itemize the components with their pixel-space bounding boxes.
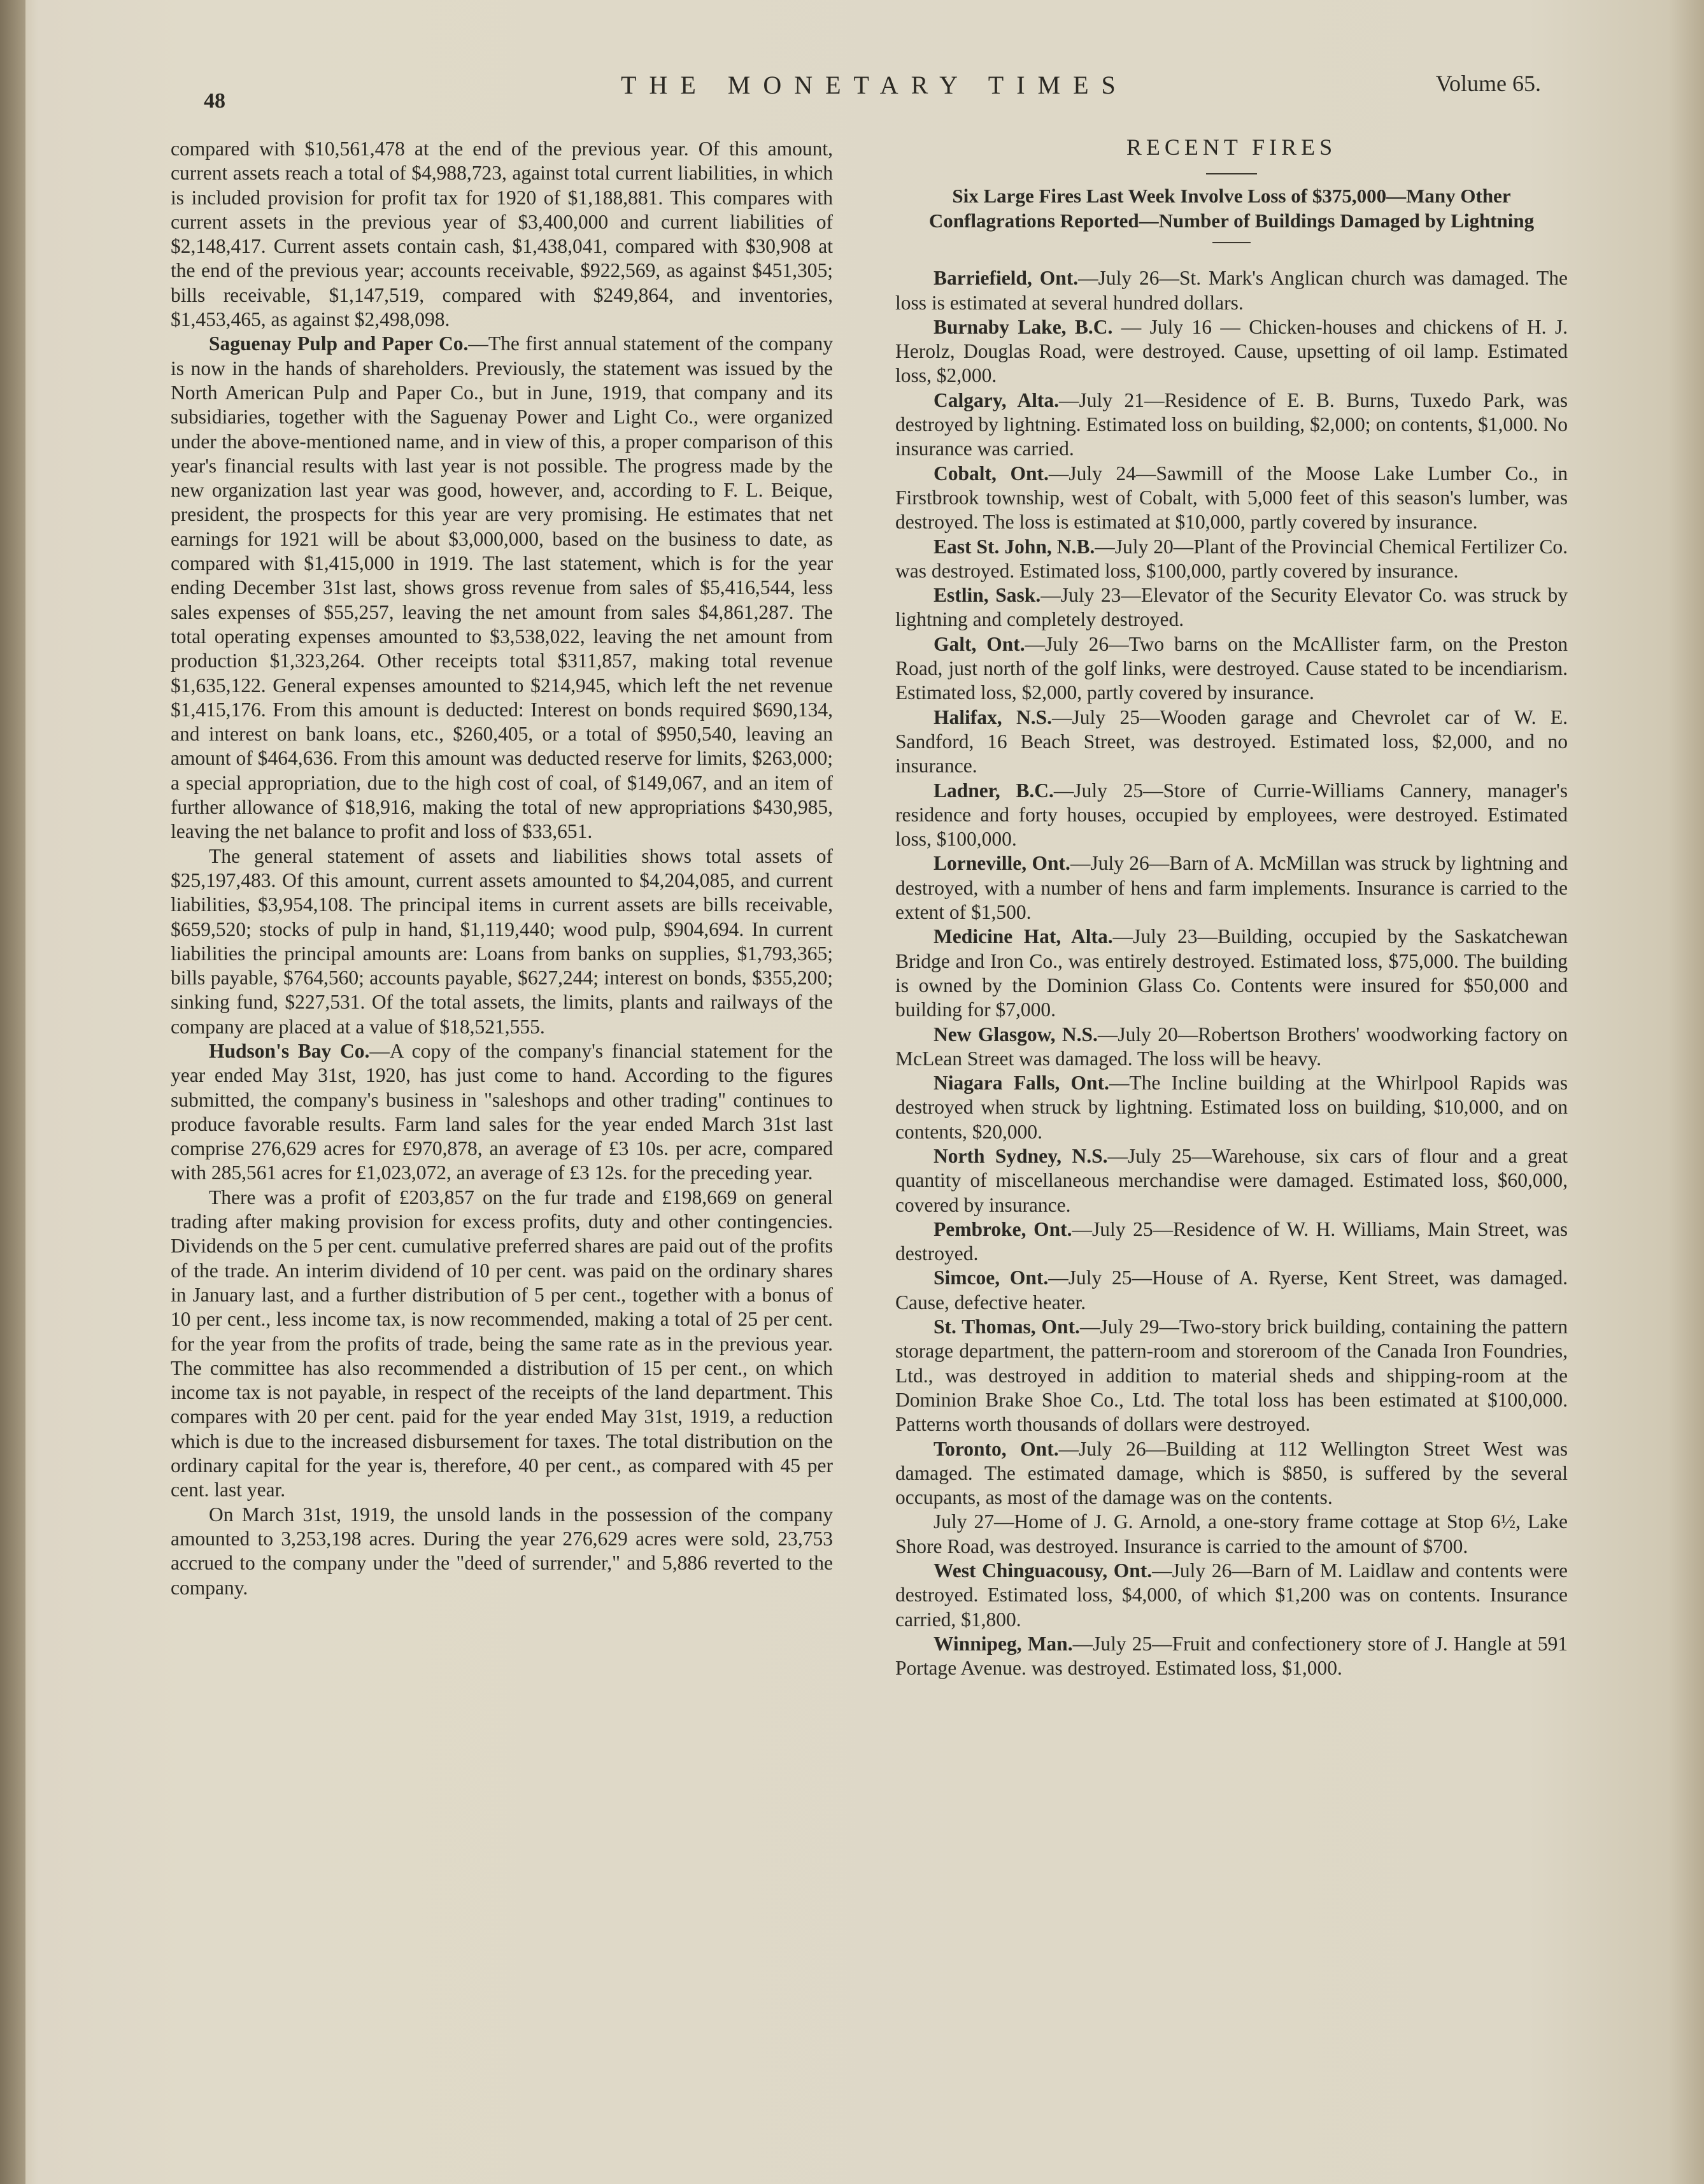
fire-entry — [895, 779, 1568, 852]
fire-entry — [895, 1144, 1568, 1217]
fire-location: New Glasgow, N.S. — [934, 1023, 1098, 1046]
fire-location: Galt, Ont. — [934, 632, 1025, 655]
fire-description: —July 23—Building, occupied by the Saskatchewan Bridge and Iron Co., was entirely destroyed. Estimated loss, $75,000. The building is owned by the Dominion Glass Co. Contents were insured for $50,000 and building for $7,000. — [895, 925, 1568, 1021]
fire-location: St. Thomas, Ont. — [934, 1315, 1080, 1338]
fire-entry — [895, 583, 1568, 632]
paragraph: The general statement of assets and liabilities shows total assets of $25,197,483. Of this amount, current assets amounted to $4,204,085, and current liabilities, $3,954,108. The principal items in current assets are bills receivable, $659,520; stocks of pulp in hand, $1,119,440; wood pulp, $904,694. In current liabilities the principal amounts are: Loans from banks on supplies, $1,793,365; bills payable, $764,560; accounts payable, $627,244; interest on bonds, $355,200; sinking fund, $227,531. Of the total assets, the limits, plants and railways of the company are placed at a value of $18,521,555. — [171, 844, 833, 1038]
fire-description: —July 24—Sawmill of the Moose Lake Lumber Co., in Firstbrook township, west of Cobalt, with 5,000 feet of this season's lumber, was destroyed. The loss is estimated at $10,000, partly covered by insurance. — [895, 462, 1568, 534]
fire-entry — [895, 706, 1568, 779]
paragraph: Hudson's Bay Co.—A copy of the company's financial statement for the year ended May 31st, 1920, has just come to hand. According to the figures submitted, the company's business in "saleshops and other trading" continues to produce favorable results. Farm land sales for the year ended March 31st last comprise 276,629 acres for £970,878, an average of £3 10s. per acre, compared with 285,561 acres for £1,023,072, an average of £3 12s. for the preceding year. — [171, 1039, 833, 1184]
fire-description: —July 26—Barn of M. Laidlaw and contents were destroyed. Estimated loss, $4,000, of which $1,200 was on contents. Insurance carried, $1,800. — [895, 1559, 1568, 1631]
fire-location: Barriefield, Ont. — [934, 267, 1079, 290]
fire-location: East St. John, N.B. — [934, 535, 1095, 558]
paragraph: There was a profit of £203,857 on the fur trade and £198,669 on general trading after making provision for excess profits, duty and other contingencies. Dividends on the 5 per cent. cumulative preferred shares are paid out of the profits of the trade. An interim dividend of 10 per cent. was paid on the ordinary shares in January last, and a further distribution of 5 per cent., together with a bonus of 10 per cent., less income tax, is now recommended, making a total of 25 per cent. for the year from the profits of trade, being the same rate as in the previous year. The committee has also recommended a distribution of 15 per cent., on which income tax is not payable, in respect of the receipts of the land department. This compares with 20 per cent. paid for the year ended May 31st, 1919, a reduction which is due to the increased disbursement for taxes. The total distribution on the ordinary capital for the year is, therefore, 40 per cent., as compared with 45 per cent. last year. — [171, 1186, 834, 1501]
fire-location: Cobalt, Ont. — [934, 462, 1049, 485]
fire-entry — [895, 1217, 1568, 1266]
fire-entry — [895, 1071, 1568, 1144]
fire-description: —July 23—Elevator of the Security Elevator Co. was struck by lightning and completely destroyed. — [895, 584, 1568, 631]
left-column — [171, 137, 833, 1600]
fire-description: —July 26—Building at 112 Wellington Street West was damaged. The estimated damage, which is $850, is suffered by the several occupants, as most of the damage was on the contents. — [895, 1437, 1568, 1509]
fire-location: North Sydney, N.S. — [934, 1144, 1108, 1167]
fire-description: —July 29—Two-story brick building, containing the pattern storage department, the pattern-room and storeroom of the Canada Iron Foundries, Ltd., was destroyed in addition to material sheds and shipping-room at the Dominion Brake Shoe Co., Ltd. The total loss has been estimated at $100,000. Patterns worth thousands of dollars were destroyed. — [895, 1315, 1568, 1436]
fire-description: —July 25—Warehouse, six cars of flour and a great quantity of miscellaneous merchandise were damaged. Estimated loss, $60,000, covered by insurance. — [895, 1144, 1568, 1216]
fires-list — [895, 266, 1568, 1680]
fire-location: Ladner, B.C. — [934, 779, 1054, 802]
fire-entry — [895, 1266, 1568, 1315]
fire-location: Toronto, Ont. — [934, 1437, 1059, 1460]
fire-description: —July 25—Residence of W. H. Williams, Main Street, was destroyed. — [895, 1217, 1568, 1265]
fire-entry — [895, 266, 1568, 315]
fire-description: —July 21—Residence of E. B. Burns, Tuxedo Park, was destroyed by lightning. Estimated loss on building, $2,000; on contents, $1,000. No insurance was carried. — [895, 388, 1568, 460]
fire-entry — [895, 1315, 1568, 1436]
fire-description: —July 26—Two barns on the McAllister farm, on the Preston Road, just north of the golf links, were destroyed. Cause stated to be incendiarism. Estimated loss, $2,000, partly covered by insurance. — [895, 632, 1568, 704]
fire-location: Halifax, N.S. — [934, 706, 1053, 728]
fire-description: —July 20—Plant of the Provincial Chemical Fertilizer Co. was destroyed. Estimated loss, $100,000, partly covered by insurance. — [895, 535, 1568, 582]
fire-entry — [895, 1023, 1568, 1072]
fire-entry — [895, 1437, 1568, 1510]
fire-entry — [895, 462, 1568, 535]
right-column — [895, 135, 1568, 1681]
divider — [1206, 173, 1257, 174]
fire-location: Winnipeg, Man. — [934, 1632, 1073, 1655]
page-number: 48 — [204, 89, 225, 113]
fire-entry — [895, 1632, 1568, 1681]
paragraph: compared with $10,561,478 at the end of the previous year. Of this amount, current assets reach a total of $4,988,723, against total current liabilities, in which is included provision for profit tax for 1920 of $1,188,881. This compares with current assets in the previous year of $3,400,000 and current liabilities of $2,148,417. Current assets contain cash, $1,438,041, compared with $30,908 at the end of the previous year; accounts receivable, $922,569, as against $451,305; bills receivable, $1,147,519, compared with $249,864, and inventories, $1,453,465, as against $2,498,098. — [171, 138, 833, 331]
paragraph: On March 31st, 1919, the unsold lands in the possession of the company amounted to 3,253,198 acres. During the year 276,629 acres were sold, 23,753 accrued to the company under the "deed of surrender," and 5,886 reverted to the company. — [171, 1503, 833, 1599]
fire-description: —July 25—Store of Currie-Williams Cannery, manager's residence and forty houses, occupied by employees, were destroyed. Estimated loss, $100,000. — [895, 779, 1568, 851]
fire-entry — [895, 632, 1568, 706]
fire-location: Estlin, Sask. — [934, 584, 1041, 607]
paragraph: Saguenay Pulp and Paper Co.—The first annual statement of the company is now in the hands of shareholders. Previously, the statement was issued by the North American Pulp and Paper Co., but in June, 1919, that company and its subsidiaries, together with the Saguenay Power and Light Co., were organized under the above-mentioned name, and in view of this, a proper comparison of this year's financial results with last year is not possible. The progress made by the new organization last year was good, however, and, according to F. L. Beique, president, the prospects for this year are very promising. He estimates that net earnings for 1921 will be about $3,000,000, based on the business to date, as compared with $1,415,000 in 1919. The last statement, which is for the year ending December 31st last, shows gross revenue from sales of $5,416,544, less sales expenses of $55,257, leaving the net amount from sales $4,861,287. The total operating expenses amounted to $3,538,022, leaving the net amount from production $1,323,264. Other receipts total $311,857, making total revenue $1,635,122. General expenses amounted to $214,945, which left the net revenue $1,415,176. From this amount is deducted: Interest on bonds required $690,134, and interest on bank loans, etc., $260,405, or a total of $950,540, leaving an amount of $464,636. From this amount was deducted reserve for limits, $263,000; a special appropriation, due to the high cost of coal, of $149,067, and an item of further allowance of $18,916, making the total of new appropriations $430,985, leaving the net balance to profit and loss of $33,651. — [171, 332, 834, 843]
fire-location: Calgary, Alta. — [934, 388, 1059, 411]
fire-description: — July 16 — Chicken-houses and chickens of H. J. Herolz, Douglas Road, were destroyed. Cause, upsetting of oil lamp. Estimated loss, $2,000. — [895, 315, 1568, 387]
fire-location: Medicine Hat, Alta. — [934, 925, 1113, 948]
divider — [1212, 242, 1251, 243]
fire-location: Burnaby Lake, B.C. — [934, 315, 1113, 338]
section-title: RECENT FIRES — [1126, 134, 1337, 160]
fire-description: —July 26—Barn of A. McMillan was struck by lightning and destroyed, with a number of hens and farm implements. Insurance is carried to the extent of $1,500. — [895, 852, 1568, 924]
fire-location: Simcoe, Ont. — [934, 1266, 1049, 1289]
fire-entry — [895, 388, 1568, 462]
fire-entry — [895, 535, 1568, 584]
journal-title: THE MONETARY TIMES — [621, 71, 1128, 99]
fire-location: West Chinguacousy, Ont. — [934, 1559, 1153, 1582]
fire-description: July 27—Home of J. G. Arnold, a one-story frame cottage at Stop 6½, Lake Shore Road, was destroyed. Insurance is carried to the amount of $700. — [895, 1510, 1568, 1557]
fire-location: Lorneville, Ont. — [934, 852, 1070, 875]
fire-entry — [895, 315, 1568, 388]
fire-entry — [895, 1510, 1568, 1559]
fire-entry — [895, 851, 1568, 925]
fire-description: —July 26—St. Mark's Anglican church was damaged. The loss is estimated at several hundred dollars. — [895, 267, 1568, 314]
company-name: Saguenay Pulp and Paper Co. — [209, 332, 469, 355]
fire-entry — [895, 1559, 1568, 1632]
book-binding — [0, 0, 25, 2184]
fire-entry — [895, 925, 1568, 1022]
page-header — [204, 70, 1541, 113]
fire-description: —The Incline building at the Whirlpool Rapids was destroyed when struck by lightning. Estimated loss on building, $10,000, and on contents, $20,000. — [895, 1072, 1568, 1143]
fire-location: Pembroke, Ont. — [934, 1217, 1072, 1240]
volume-label: Volume 65. — [1435, 71, 1541, 96]
section-subheading: Six Large Fires Last Week Involve Loss of $375,000—Many Other Conflagrations Reported—Number of Buildings Damaged by Lightning — [928, 185, 1535, 232]
fire-description: —July 25—Fruit and confectionery store of J. Hangle at 591 Portage Avenue. was destroyed. Estimated loss, $1,000. — [895, 1632, 1568, 1680]
company-name: Hudson's Bay Co. — [209, 1039, 370, 1062]
fire-description: —July 20—Robertson Brothers' woodworking factory on McLean Street was damaged. The loss will be heavy. — [895, 1023, 1568, 1070]
fire-description: —July 25—Wooden garage and Chevrolet car of W. E. Sandford, 16 Beach Street, was destroyed. Estimated loss, $2,000, and no insurance. — [895, 706, 1568, 777]
fire-location: Niagara Falls, Ont. — [934, 1072, 1109, 1095]
fire-description: —July 25—House of A. Ryerse, Kent Street, was damaged. Cause, defective heater. — [895, 1266, 1568, 1314]
